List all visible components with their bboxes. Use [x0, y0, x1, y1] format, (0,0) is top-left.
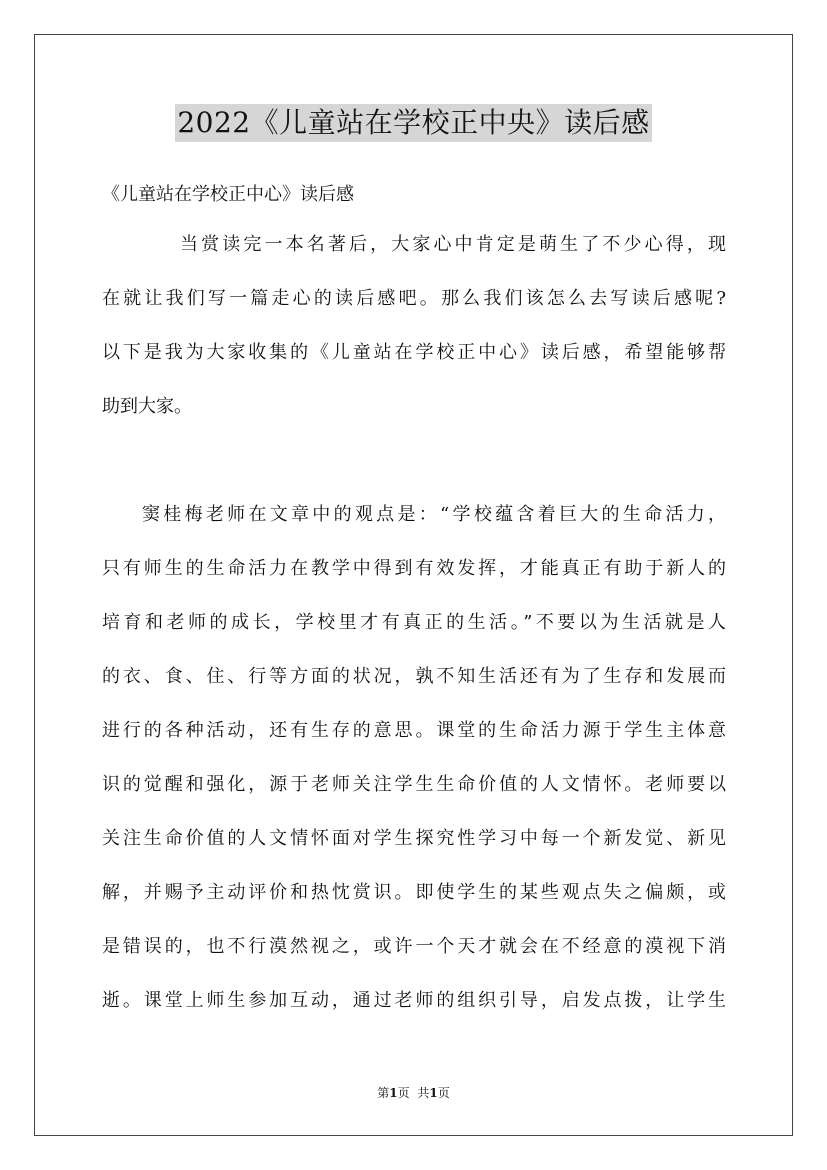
paragraph-line: 窦桂梅老师在文章中的观点是：“学校蕴含着巨大的生命活力，: [142, 504, 726, 525]
footer-total-number: 1: [429, 1086, 438, 1100]
paragraph-line: 识的觉醒和强化，源于老师关注学生生命价值的人文情怀。老师要以: [102, 774, 726, 795]
footer-total-prefix: 共: [417, 1086, 430, 1100]
paragraph-line: 关注生命价值的人文情怀面对学生探究性学习中每一个新发觉、新见: [102, 828, 726, 849]
paragraph-line: 只有师生的生命活力在教学中得到有效发挥，才能真正有助于新人的: [102, 558, 726, 579]
paragraph-line: 是错误的，也不行漠然视之，或许一个天才就会在不经意的漠视下消: [102, 936, 726, 957]
footer-total-suffix: 页: [437, 1086, 450, 1100]
footer-page-prefix: 第: [377, 1086, 390, 1100]
body-paragraph: [102, 502, 726, 1042]
paragraph-line: 在就让我们写一篇走心的读后感吧。那么我们该怎么去写读后感呢?: [102, 288, 726, 309]
intro-paragraph: [102, 232, 726, 448]
page-footer: [0, 1085, 827, 1101]
paragraph-line: 助到大家。: [102, 396, 192, 417]
paragraph-line: 当赏读完一本名著后，大家心中肯定是萌生了不少心得，现: [180, 234, 726, 255]
paragraph-line: 逝。课堂上师生参加互动，通过老师的组织引导，启发点拨，让学生: [102, 990, 726, 1011]
document-subtitle: 《儿童站在学校正中心》读后感: [102, 184, 354, 205]
paragraph-line: 的衣、食、住、行等方面的状况，孰不知生活还有为了生存和发展而: [102, 666, 726, 687]
paragraph-line: 进行的各种活动，还有生存的意思。课堂的生命活力源于学生主体意: [102, 720, 726, 741]
paragraph-line: 培育和老师的成长，学校里才有真正的生活。”不要以为生活就是人: [102, 612, 726, 633]
paragraph-line: 以下是我为大家收集的《儿童站在学校正中心》读后感，希望能够帮: [102, 342, 726, 363]
footer-page-number: 1: [389, 1086, 398, 1100]
footer-page-suffix: 页: [397, 1086, 410, 1100]
paragraph-line: 解，并赐予主动评价和热忱赏识。即使学生的某些观点失之偏颇，或: [102, 882, 726, 903]
document-title: 2022《儿童站在学校正中央》读后感: [175, 104, 651, 142]
title-container: [0, 104, 827, 142]
